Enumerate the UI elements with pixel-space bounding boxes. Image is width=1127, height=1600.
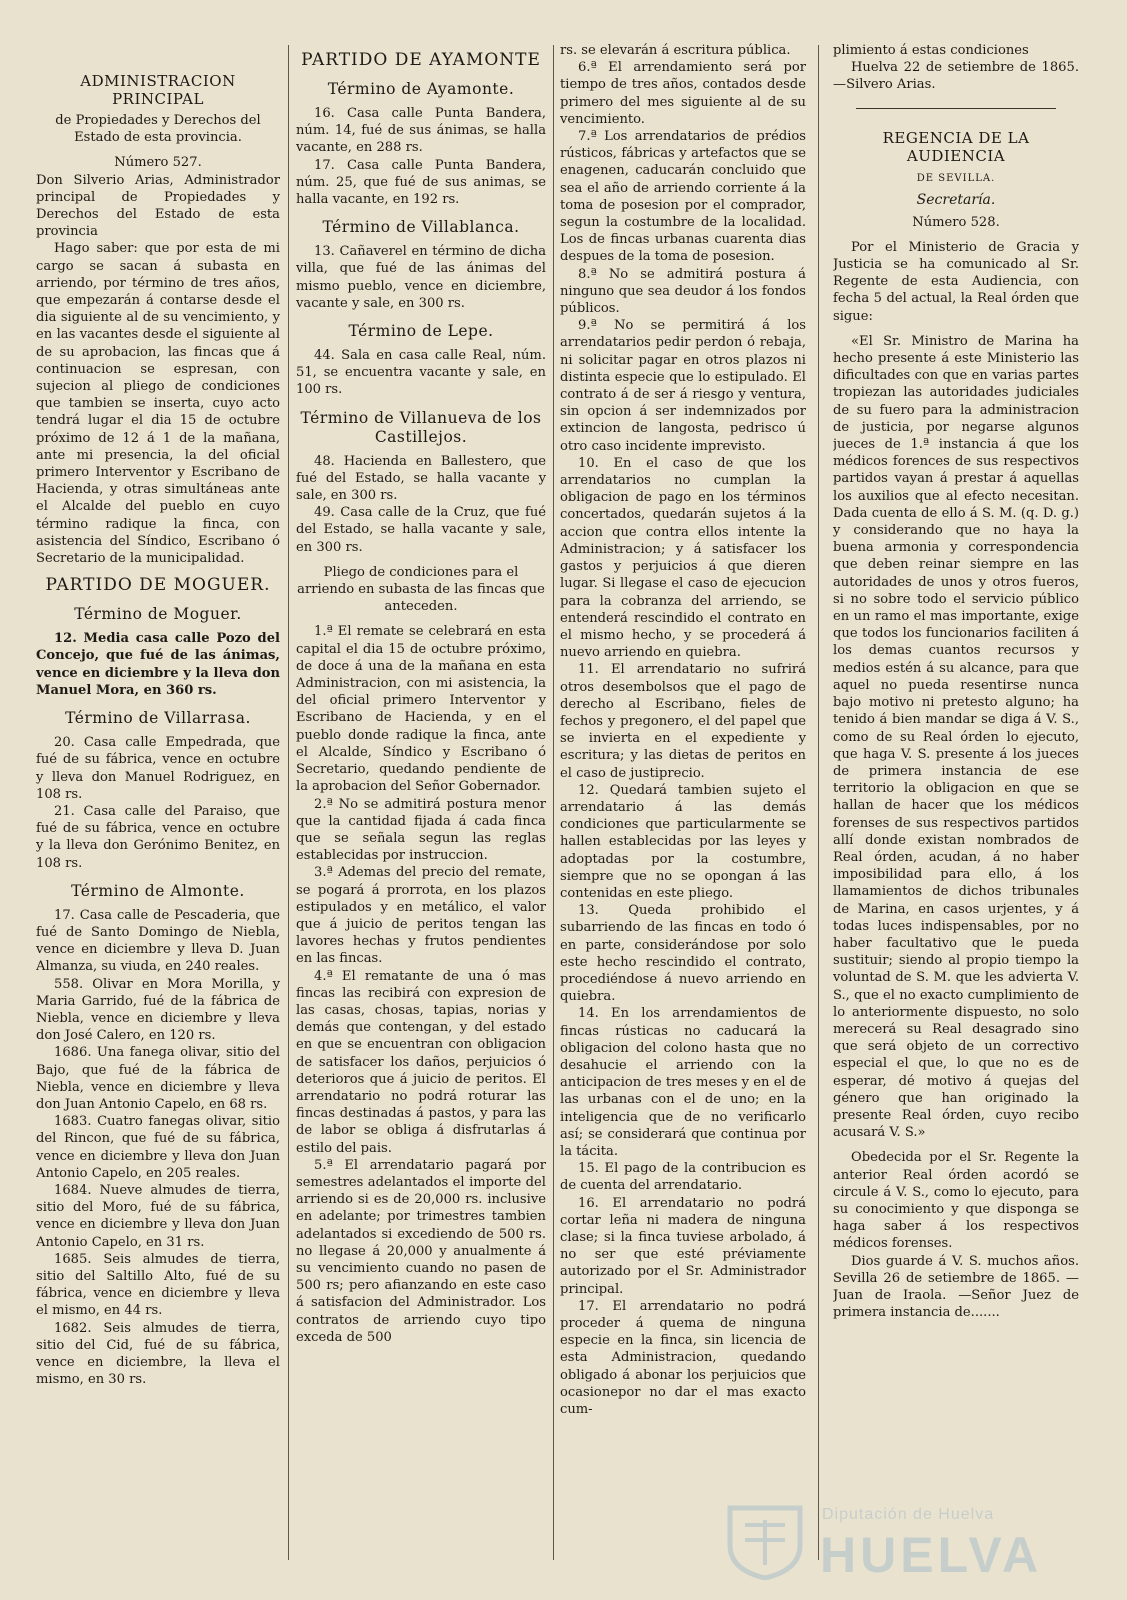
- property-entry: 16. Casa calle Punta Bandera, núm. 14, fué de sus ánimas, se halla vacante, en 288 rs.: [296, 106, 546, 156]
- condition-continued: rs. se elevarán á escritura pública.: [560, 43, 791, 58]
- termino-heading: Término de Lepe.: [348, 322, 494, 341]
- property-entry: 1683. Cuatro fanegas olivar, sitio del Rincon, que fué de su fábrica, vence en diciembre y lleva don Juan Antonio Capelo, en 205 reales.: [36, 1114, 280, 1181]
- closing-signature: Dios guarde á V. S. muchos años. Sevilla 26 de setiembre de 1865. —Juan de Iraola. —Señor Juez de primera instancia de.......: [833, 1253, 1079, 1321]
- termino-heading: Término de Ayamonte.: [327, 80, 515, 98]
- condition-continued: plimiento á estas condiciones: [833, 43, 1029, 58]
- watermark-text: HUELVA: [820, 1527, 1043, 1583]
- partido-heading: PARTIDO DE MOGUER.: [45, 575, 271, 596]
- condition: 4.ª El rematante de una ó mas fincas las recibirá con expresion de las casas, chosas, tapias, norias y demás que contengan, y del estado en que se encuentran con obligacion de satisfacer los daños, perjuicios ó deterioros que á juicio de peritos. El arrendatario no podrá roturar las fincas destinadas á pastos, y para las de labor se obliga á disfrutarlas á estilo del pais.: [296, 968, 546, 1156]
- condition: 11. El arrendatario no sufrirá otros desembolsos que el pago de derecho al Escribano, fieles de fechos y pregonero, el del papel que se invierta en el expediente y escritura; y las dietas de peritos en el caso de justiprecio.: [560, 662, 806, 781]
- condition: 16. El arrendatario no podrá cortar leña ni madera de ninguna clase; si la finca tuviese arbolado, á no ser que esté préviamente autorizado por el Sr. Administrador principal.: [560, 1195, 806, 1297]
- property-entry: 17. Casa calle Punta Bandera, núm. 25, que fué de sus animas, se halla vacante, en 192 rs.: [296, 157, 546, 208]
- termino-heading: Término de Villarrasa.: [65, 709, 251, 728]
- condition: 12. Quedará tambien sujeto el arrendatario á las demás condiciones que particularmente se hallen establecidas por las leyes y adoptadas por la costumbre, siempre que no se opongan á las contenidas en este pliego.: [560, 782, 806, 901]
- regencia-city: DE SEVILLA.: [916, 172, 996, 184]
- section-divider: [856, 108, 1056, 109]
- condition: 13. Queda prohibido el subarriendo de las fincas en todo ó en parte, considerándose por solo este hecho rescindido el contrato, procediéndose á nuevo arriendo en quiebra.: [560, 903, 806, 1005]
- notice-body: Obedecida por el Sr. Regente la anterior Real órden acordó se circule á V. S., como lo ejecuto, para su conocimiento y que disponga se haga saber á los respectivos médicos forenses.: [833, 1150, 1079, 1252]
- notice-intro: Don Silverio Arias, Administrador principal de Propiedades y Derechos del Estado de esta provincia: [36, 172, 280, 240]
- property-entry: 1684. Nueve almudes de tierra, sitio del Moro, fué de su fábrica, vence en diciembre y lleva don Juan Antonio Capelo, en 31 rs.: [36, 1182, 280, 1250]
- admin-subheader: de Propiedades y Derechos del Estado de esta provincia.: [55, 113, 261, 146]
- condition: 9.ª No se permitirá á los arrendatarios pedir perdon ó rebaja, ni solicitar pagar en otros plazos ni distinta especie que lo estipulado. El contrato á de ser á riesgo y ventura, sin opcion á ser indemnizados por extincion de langosta, pedrisco ú otro caso incidente imprevisto.: [560, 318, 806, 454]
- condition: 14. En los arrendamientos de fincas rústicas no caducará la obligacion del colono hasta que no desahucie el arriendo con la anticipacion de tres meses y en el de las urbanas con el de uno; en la inteligencia que de no verificarlo así; se considerará que continua por la tácita.: [560, 1006, 806, 1159]
- column-1: [36, 42, 280, 1570]
- property-entry: 21. Casa calle del Paraiso, que fué de su fábrica, vence en octubre y la lleva don Gerónimo Benitez, en 108 rs.: [36, 803, 280, 871]
- condition: 7.ª Los arrendatarios de prédios rústicos, fábricas y artefactos que se enagenen, caducarán concluido que sea el año de arriendo corriente á la toma de posesion por el comprador, segun la costumbre de la localidad. Los de fincas urbanas cuarenta dias despues de la toma de posesion.: [560, 129, 806, 265]
- notice-number: Número 527.: [114, 155, 202, 171]
- property-entry: 17. Casa calle de Pescaderia, que fué de Santo Domingo de Niebla, vence en diciembre y lleva D. Juan Almanza, su viuda, en 240 reales.: [36, 907, 280, 975]
- property-entry: 558. Olivar en Mora Morilla, y Maria Garrido, fué de la fábrica de Niebla, vence en diciembre y lleva don José Calero, en 120 rs.: [36, 976, 280, 1044]
- property-entry: 44. Sala en casa calle Real, núm. 51, se encuentra vacante y sale, en 100 rs.: [296, 348, 546, 398]
- column-rule: [288, 45, 289, 1560]
- property-entry: 13. Cañaverel en término de dicha villa, que fué de las ánimas del mismo pueblo, vence en diciembre, vacante y sale, en 300 rs.: [296, 244, 546, 311]
- condition: 17. El arrendatario no podrá proceder á quema de ninguna especie en la finca, sin licencia de esta Administracion, quedando obligado á abonar los perjuicios que ocasionepor no dar el mas exacto cum-: [560, 1298, 806, 1418]
- property-entry: 1682. Seis almudes de tierra, sitio del Cid, fué de su fábrica, vence en diciembre, la lleva el mismo, en 30 rs.: [36, 1320, 280, 1388]
- property-entry: 20. Casa calle Empedrada, que fué de su fábrica, vence en octubre y lleva don Manuel Rodriguez, en 108 rs.: [36, 735, 280, 802]
- regencia-header: REGENCIA DE LA AUDIENCIA: [882, 128, 1030, 165]
- condition: 1.ª El remate se celebrará en esta capital el dia 15 de octubre próximo, de doce á una de la mañana en esta Administracion, con mi asistencia, la del oficial primero Interventor y Escribano de Hacienda, y en el pueblo donde radique la finca, ante el Alcalde, Síndico y Escribano ó Secretario, quedando pendiente de la aprobacion del Señor Gobernador.: [296, 624, 546, 795]
- notice-body: Hago saber: que por esta de mi cargo se sacan á subasta en arriendo, por término de tres años, que empezarán á contarse desde el dia siguiente al de su vencimiento, y en las vacantes desde el siguiente al de su aprobacion, las fincas que á continuacion se espresan, con sujecion al pliego de condiciones que tambien se inserta, cuyo acto tendrá lugar el dia 15 de octubre próximo de 12 á 1 de la mañana, ante mi presencia, la del oficial primero Interventor y Escribano de Hacienda, y otras simultáneas ante el Alcalde del pueblo en cuyo término radique la finca, con asistencia del Síndico, Escribano ó Secretario de la municipalidad.: [36, 241, 280, 567]
- notice-intro: Por el Ministerio de Gracia y Justicia se ha comunicado al Sr. Regente de esta Audiencia, con fecha 5 del actual, la Real órden que sigue:: [833, 239, 1079, 324]
- termino-heading: Término de Almonte.: [71, 881, 245, 900]
- termino-heading: Término de Villanueva de los Castillejos.: [300, 408, 542, 446]
- column-2: [296, 42, 546, 1570]
- archive-watermark: [720, 1500, 1100, 1583]
- property-entry: 48. Hacienda en Ballestero, que fué del Estado, se halla vacante y sale, en 300 rs.: [296, 453, 546, 504]
- termino-heading: Término de Moguer.: [74, 605, 242, 624]
- royal-order-text: «El Sr. Ministro de Marina ha hecho presente á este Ministerio las dificultades con que en varias partes tropiezan las autoridades judiciales de su fuero para la administracion de justicia, por negarse algunos jueces de 1.ª instancia á que los médicos forences de sus respectivos partidos vayan á prestar á aquellas los auxilios que al efecto necesitan. Dada cuenta de ello á S. M. (q. D. g.) y considerando que no haya la buena armonia y correspondencia que deben reinar siempre en las autoridades de unos y otros fueros, si no sobre todo el servicio público en un ramo el mas importante, exige que todos los funcionarios faciliten á los demas cuantos recursos y medios estén á su alcance, para que aquel no pueda resentirse nunca bajo motivo ni pretesto alguno; ha tenido á bien mandar se diga á V. S., como de su Real órden lo ejecuto, que haga V. S. presente á los jueces de primera instancia de ese territorio la obligacion en que se hallan de hacer que los médicos forenses de sus respectivos partidos allí donde existan nombrados de Real órden, acudan, á no haber imposibilidad para ello, á los llamamientos de dichos tribunales de Marina, en casos urjentes, y á todas luces indispensables, por no haber facultativo que le pueda sustituir; siendo al propio tiempo la voluntad de S. M. que les advierta V. S., que el no exacto cumplimiento de lo anteriormente dispuesto, no solo merecerá su Real desagrado sino que será objeto de un correctivo especial el que, lo que no es de esperar, dé motivo á quejas del género que han originado la presente Real órden, cuyo recibo acusará V. S.»: [833, 333, 1079, 1141]
- property-entry: 1685. Seis almudes de tierra, sitio del Saltillo Alto, fué de su fábrica, vence en diciembre y lleva el mismo, en 44 rs.: [36, 1251, 280, 1319]
- dateline-signature: Huelva 22 de setiembre de 1865. —Silvero Arias.: [833, 60, 1079, 93]
- shield-icon: [720, 1500, 810, 1580]
- condition: 15. El pago de la contribucion es de cuenta del arrendatario.: [560, 1161, 806, 1194]
- column-rule: [818, 45, 819, 1560]
- watermark-sub: Diputación de Huelva: [822, 1506, 995, 1523]
- column-4: [833, 42, 1079, 1570]
- termino-heading: Término de Villablanca.: [322, 218, 520, 237]
- pliego-heading: Pliego de condiciones para el arriendo en subasta de las fincas que anteceden.: [297, 564, 545, 615]
- admin-header: ADMINISTRACION PRINCIPAL: [80, 72, 236, 108]
- condition: 8.ª No se admitirá postura á ninguno que sea deudor á los fondos públicos.: [560, 266, 806, 317]
- property-entry: 1686. Una fanega olivar, sitio del Bajo, que fué de la fábrica de Niebla, vence en diciembre y lleva don Juan Antonio Capelo, en 68 rs.: [36, 1045, 280, 1112]
- secretaria-heading: Secretaría.: [916, 191, 996, 208]
- partido-heading: PARTIDO DE AYAMONTE: [301, 50, 541, 70]
- condition: 10. En el caso de que los arrendatarios no cumplan la obligacion de pago en los términos concertados, quedarán sujetos á la accion que contra ellos intente la Administracion; y á satisfacer los gastos y perjuicios á que dieren lugar. Si llegase el caso de ejecucion para la cobranza del arriendo, se entenderá rescindido el contrato en el mismo hecho, y se procederá á nuevo arriendo en quiebra.: [560, 455, 806, 661]
- property-entry: 49. Casa calle de la Cruz, que fué del Estado, se halla vacante y sale, en 300 rs.: [296, 505, 546, 555]
- condition: 6.ª El arrendamiento será por tiempo de tres años, contados desde primero del mes siguiente al de su vencimiento.: [560, 60, 806, 127]
- condition: 2.ª No se admitirá postura menor que la cantidad fijada á cada finca que se señala segun las reglas establecidas por instruccion.: [296, 796, 546, 864]
- notice-number: Número 528.: [912, 214, 1000, 230]
- column-3: [560, 42, 806, 1570]
- property-entry: 12. Media casa calle Pozo del Concejo, que fué de las ánimas, vence en diciembre y la lleva don Manuel Mora, en 360 rs.: [36, 631, 280, 698]
- column-rule: [553, 45, 554, 1560]
- condition: 3.ª Ademas del precio del remate, se pogará á prorrota, en los plazos estipulados y en metálico, el valor que á juicio de peritos tengan las lavores hechas y frutos pendientes en las fincas.: [296, 865, 546, 967]
- condition: 5.ª El arrendatario pagará por semestres adelantados el importe del arriendo si es de 20,000 rs. inclusive en adelante; por trimestres tambien adelantados si excediendo de 500 rs. no llegase á 20,000 y anualmente á su vencimiento cuando no pasen de 500 rs; pero afianzando en este caso á satisfacion del Administrador. Los contratos de arriendo cuyo tipo exceda de 500: [296, 1157, 546, 1345]
